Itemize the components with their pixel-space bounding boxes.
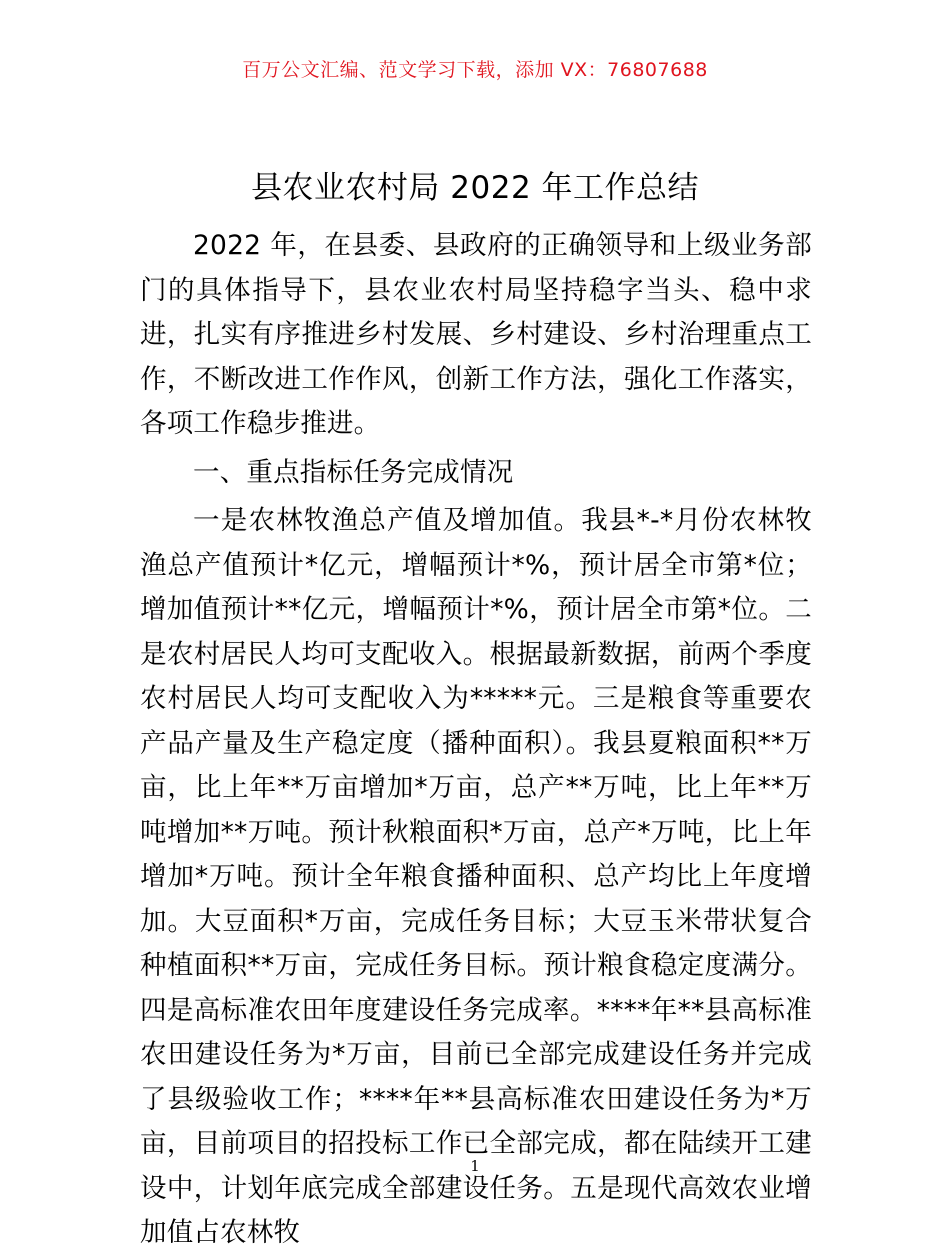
body-paragraph: 一是农林牧渔总产值及增加值。我县*-*月份农林牧渔总产值预计*亿元，增幅预计*%，预计居全市第*位；增加值预计**亿元，增幅预计*%，预计居全市第*位。二是农村居民人均可支配收入。根据最新数据，前两个季度农村居民人均可支配收入为*****元。三是粮食等重要农产品产量及生产稳定度（播种面积）。我县夏粮面积**万亩，比上年**万亩增加*万亩，总产**万吨，比上年**万吨增加**万吨。预计秋粮面积*万亩，总产*万吨，比上年增加*万吨。预计全年粮食播种面积、总产均比上年度增加。大豆面积*万亩，完成任务目标；大豆玉米带状复合种植面积**万亩，完成任务目标。预计粮食稳定度满分。四是高标准农田年度建设任务完成率。****年**县高标准农田建设任务为*万亩，目前已全部完成建设任务并完成了县级验收工作；****年**县高标准农田建设任务为*万亩，目前项目的招投标工作已全部完成，都在陆续开工建设中，计划年底完成全部建设任务。五是现代高效农业增加值占农林牧 xyxy=(140,505,812,1248)
section-heading: 一、重点指标任务完成情况 xyxy=(193,456,514,488)
intro-paragraph: 2022 年，在县委、县政府的正确领导和上级业务部门的具体指导下，县农业农村局坚持稳字当头、稳中求进，扎实有序推进乡村发展、乡村建设、乡村治理重点工作，不断改进工作作风，创新工作方法，强化工作落实，各项工作稳步推进。 xyxy=(140,230,812,439)
document-body xyxy=(140,224,812,1256)
page-number: 1 xyxy=(470,1157,480,1175)
page-title: 县农业农村局 2022 年工作总结 xyxy=(250,170,700,206)
header-banner: 百万公文汇编、范文学习下载，添加 VX：76807688 xyxy=(242,59,708,81)
